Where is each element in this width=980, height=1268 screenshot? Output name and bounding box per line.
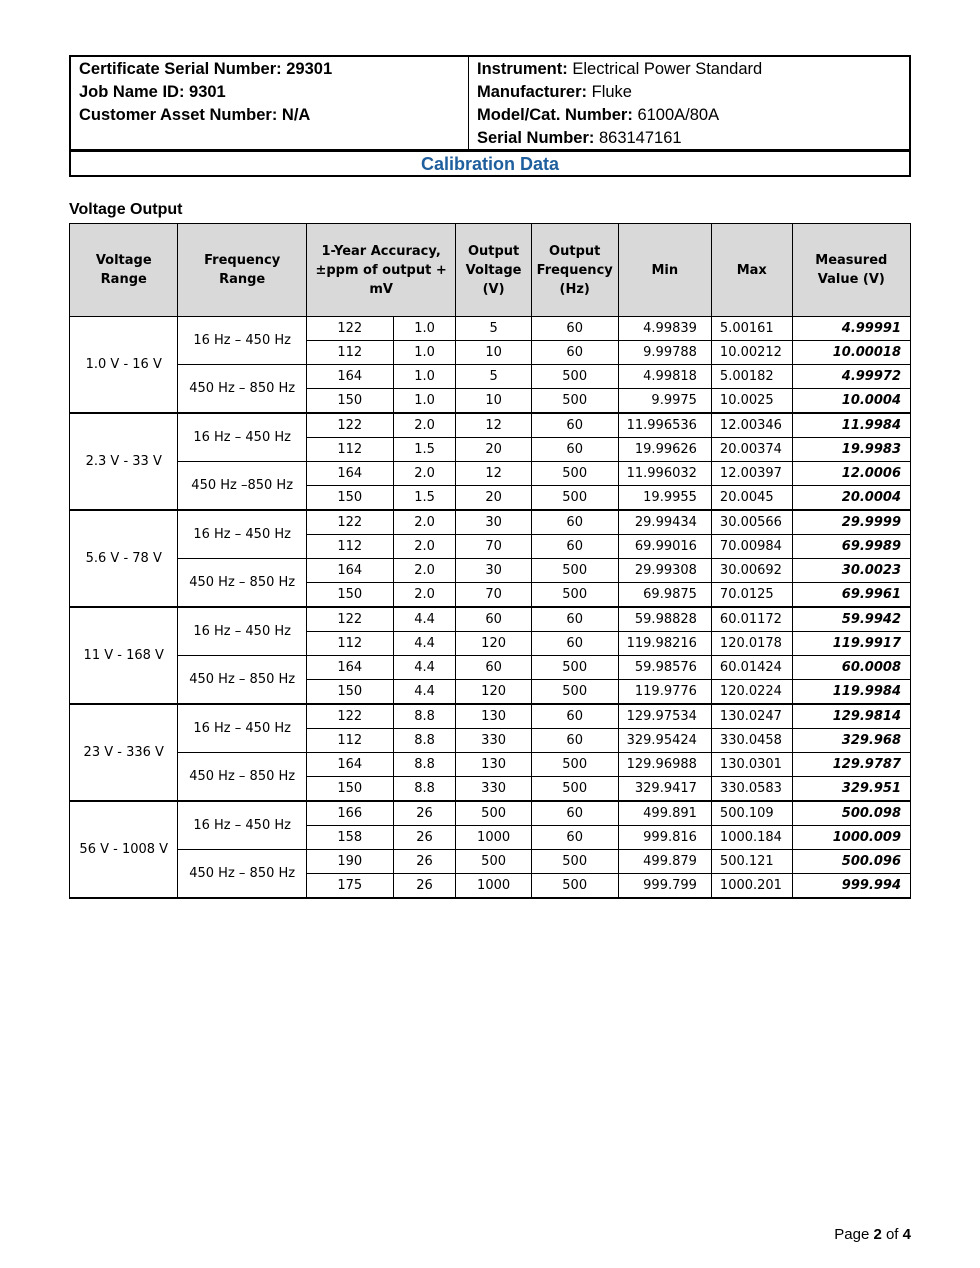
max-value-cell: 10.0025 xyxy=(711,389,792,414)
page-footer xyxy=(834,1226,911,1243)
page-mid: of xyxy=(881,1226,903,1243)
frequency-range-cell: 16 Hz – 450 Hz xyxy=(178,801,306,850)
max-value-cell: 500.121 xyxy=(711,850,792,874)
output-voltage-cell: 330 xyxy=(456,729,531,753)
output-voltage-cell: 500 xyxy=(456,850,531,874)
accuracy-mv-cell: 2.0 xyxy=(393,510,456,535)
measured-value-cell: 29.9999 xyxy=(792,510,910,535)
job-name: Job Name ID: 9301 xyxy=(79,83,226,101)
output-frequency-cell: 60 xyxy=(531,729,618,753)
output-voltage-cell: 20 xyxy=(456,438,531,462)
output-voltage-cell: 130 xyxy=(456,753,531,777)
voltage-output-title: Voltage Output xyxy=(69,201,183,218)
output-voltage-cell: 5 xyxy=(456,365,531,389)
output-voltage-cell: 70 xyxy=(456,583,531,608)
measured-value-cell: 329.951 xyxy=(792,777,910,802)
accuracy-ppm-cell: 150 xyxy=(306,777,393,802)
output-frequency-cell: 60 xyxy=(531,413,618,438)
serial-value: 863147161 xyxy=(598,129,682,147)
frequency-range-cell: 16 Hz – 450 Hz xyxy=(178,510,306,559)
frequency-range-cell: 16 Hz – 450 Hz xyxy=(178,704,306,753)
output-voltage-cell: 70 xyxy=(456,535,531,559)
accuracy-ppm-cell: 112 xyxy=(306,729,393,753)
accuracy-mv-cell: 2.0 xyxy=(393,535,456,559)
min-value-cell: 999.799 xyxy=(618,874,711,899)
accuracy-ppm-cell: 150 xyxy=(306,486,393,511)
output-frequency-cell: 60 xyxy=(531,438,618,462)
accuracy-ppm-cell: 175 xyxy=(306,874,393,899)
output-voltage-cell: 500 xyxy=(456,801,531,826)
min-value-cell: 4.99818 xyxy=(618,365,711,389)
accuracy-mv-cell: 1.5 xyxy=(393,438,456,462)
accuracy-ppm-cell: 112 xyxy=(306,632,393,656)
frequency-range-cell: 16 Hz – 450 Hz xyxy=(178,607,306,656)
min-value-cell: 4.99839 xyxy=(618,317,711,341)
accuracy-mv-cell: 4.4 xyxy=(393,632,456,656)
serial-line xyxy=(477,127,901,150)
accuracy-mv-cell: 4.4 xyxy=(393,680,456,705)
col-max: Max xyxy=(711,224,792,317)
measured-value-cell: 30.0023 xyxy=(792,559,910,583)
table-row xyxy=(70,753,911,777)
max-value-cell: 330.0583 xyxy=(711,777,792,802)
customer-asset: Customer Asset Number: N/A xyxy=(79,106,311,124)
col-min: Min xyxy=(618,224,711,317)
output-frequency-cell: 500 xyxy=(531,777,618,802)
min-value-cell: 19.99626 xyxy=(618,438,711,462)
table-row xyxy=(70,462,911,486)
max-value-cell: 10.00212 xyxy=(711,341,792,365)
output-frequency-cell: 500 xyxy=(531,559,618,583)
col-frequency-range: Frequency Range xyxy=(178,224,306,317)
accuracy-ppm-cell: 164 xyxy=(306,462,393,486)
col-output-frequency: Output Frequency (Hz) xyxy=(531,224,618,317)
output-frequency-cell: 60 xyxy=(531,510,618,535)
output-frequency-cell: 500 xyxy=(531,486,618,511)
min-value-cell: 329.9417 xyxy=(618,777,711,802)
accuracy-mv-cell: 26 xyxy=(393,826,456,850)
max-value-cell: 20.00374 xyxy=(711,438,792,462)
frequency-range-cell: 450 Hz – 850 Hz xyxy=(178,850,306,899)
accuracy-mv-cell: 1.0 xyxy=(393,365,456,389)
measured-value-cell: 10.00018 xyxy=(792,341,910,365)
output-frequency-cell: 500 xyxy=(531,850,618,874)
measured-value-cell: 60.0008 xyxy=(792,656,910,680)
frequency-range-cell: 450 Hz – 850 Hz xyxy=(178,559,306,608)
table-header-row xyxy=(70,224,911,317)
measured-value-cell: 119.9984 xyxy=(792,680,910,705)
output-voltage-cell: 12 xyxy=(456,462,531,486)
min-value-cell: 129.97534 xyxy=(618,704,711,729)
accuracy-mv-cell: 1.5 xyxy=(393,486,456,511)
output-voltage-cell: 30 xyxy=(456,510,531,535)
accuracy-ppm-cell: 150 xyxy=(306,389,393,414)
measured-value-cell: 12.0006 xyxy=(792,462,910,486)
measured-value-cell: 4.99972 xyxy=(792,365,910,389)
table-row xyxy=(70,413,911,438)
output-voltage-cell: 12 xyxy=(456,413,531,438)
instrument-label: Instrument: xyxy=(477,60,568,78)
accuracy-ppm-cell: 164 xyxy=(306,753,393,777)
output-frequency-cell: 500 xyxy=(531,753,618,777)
certificate-serial: Certificate Serial Number: 29301 xyxy=(79,60,333,78)
manufacturer-line xyxy=(477,81,901,104)
max-value-cell: 120.0224 xyxy=(711,680,792,705)
voltage-range-cell: 11 V - 168 V xyxy=(70,607,178,704)
output-voltage-cell: 120 xyxy=(456,632,531,656)
min-value-cell: 59.98576 xyxy=(618,656,711,680)
accuracy-ppm-cell: 166 xyxy=(306,801,393,826)
accuracy-mv-cell: 26 xyxy=(393,874,456,899)
measured-value-cell: 69.9961 xyxy=(792,583,910,608)
accuracy-mv-cell: 2.0 xyxy=(393,583,456,608)
min-value-cell: 119.98216 xyxy=(618,632,711,656)
accuracy-ppm-cell: 122 xyxy=(306,510,393,535)
measured-value-cell: 20.0004 xyxy=(792,486,910,511)
output-voltage-cell: 5 xyxy=(456,317,531,341)
max-value-cell: 5.00161 xyxy=(711,317,792,341)
min-value-cell: 329.95424 xyxy=(618,729,711,753)
table-row xyxy=(70,365,911,389)
output-voltage-cell: 1000 xyxy=(456,826,531,850)
model-label: Model/Cat. Number: xyxy=(477,106,633,124)
output-voltage-cell: 10 xyxy=(456,389,531,414)
max-value-cell: 130.0247 xyxy=(711,704,792,729)
table-row xyxy=(70,704,911,729)
accuracy-ppm-cell: 164 xyxy=(306,656,393,680)
instrument-line xyxy=(477,58,901,81)
output-voltage-cell: 60 xyxy=(456,607,531,632)
header-right xyxy=(469,57,909,149)
min-value-cell: 69.9875 xyxy=(618,583,711,608)
output-voltage-cell: 120 xyxy=(456,680,531,705)
max-value-cell: 1000.184 xyxy=(711,826,792,850)
max-value-cell: 30.00692 xyxy=(711,559,792,583)
accuracy-ppm-cell: 150 xyxy=(306,680,393,705)
output-frequency-cell: 500 xyxy=(531,680,618,705)
max-value-cell: 30.00566 xyxy=(711,510,792,535)
measured-value-cell: 329.968 xyxy=(792,729,910,753)
page-total: 4 xyxy=(902,1226,911,1243)
measured-value-cell: 129.9814 xyxy=(792,704,910,729)
voltage-range-cell: 23 V - 336 V xyxy=(70,704,178,801)
measured-value-cell: 999.994 xyxy=(792,874,910,899)
max-value-cell: 5.00182 xyxy=(711,365,792,389)
measured-value-cell: 1000.009 xyxy=(792,826,910,850)
accuracy-ppm-cell: 122 xyxy=(306,607,393,632)
output-frequency-cell: 60 xyxy=(531,607,618,632)
output-voltage-cell: 10 xyxy=(456,341,531,365)
output-voltage-cell: 330 xyxy=(456,777,531,802)
output-frequency-cell: 500 xyxy=(531,365,618,389)
min-value-cell: 129.96988 xyxy=(618,753,711,777)
voltage-range-cell: 56 V - 1008 V xyxy=(70,801,178,898)
instrument-value: Electrical Power Standard xyxy=(572,60,763,78)
output-voltage-cell: 30 xyxy=(456,559,531,583)
accuracy-ppm-cell: 164 xyxy=(306,365,393,389)
measured-value-cell: 500.096 xyxy=(792,850,910,874)
frequency-range-cell: 450 Hz –850 Hz xyxy=(178,462,306,511)
col-voltage-range: Voltage Range xyxy=(70,224,178,317)
max-value-cell: 130.0301 xyxy=(711,753,792,777)
accuracy-ppm-cell: 150 xyxy=(306,583,393,608)
min-value-cell: 499.879 xyxy=(618,850,711,874)
col-output-voltage: Output Voltage (V) xyxy=(456,224,531,317)
frequency-range-cell: 450 Hz – 850 Hz xyxy=(178,365,306,414)
page-number: 2 xyxy=(873,1226,882,1243)
accuracy-ppm-cell: 164 xyxy=(306,559,393,583)
max-value-cell: 12.00346 xyxy=(711,413,792,438)
header-left xyxy=(71,57,469,149)
accuracy-ppm-cell: 158 xyxy=(306,826,393,850)
frequency-range-cell: 450 Hz – 850 Hz xyxy=(178,656,306,705)
table-row xyxy=(70,850,911,874)
accuracy-mv-cell: 1.0 xyxy=(393,389,456,414)
table-row xyxy=(70,510,911,535)
serial-label: Serial Number: xyxy=(477,129,595,147)
manufacturer-label: Manufacturer: xyxy=(477,83,588,101)
accuracy-mv-cell: 2.0 xyxy=(393,462,456,486)
accuracy-ppm-cell: 122 xyxy=(306,317,393,341)
max-value-cell: 60.01424 xyxy=(711,656,792,680)
table-body xyxy=(70,317,911,899)
min-value-cell: 11.996032 xyxy=(618,462,711,486)
min-value-cell: 499.891 xyxy=(618,801,711,826)
voltage-range-cell: 2.3 V - 33 V xyxy=(70,413,178,510)
frequency-range-cell: 16 Hz – 450 Hz xyxy=(178,413,306,462)
output-frequency-cell: 500 xyxy=(531,874,618,899)
output-frequency-cell: 60 xyxy=(531,535,618,559)
accuracy-ppm-cell: 112 xyxy=(306,535,393,559)
accuracy-mv-cell: 26 xyxy=(393,801,456,826)
accuracy-ppm-cell: 112 xyxy=(306,438,393,462)
measured-value-cell: 19.9983 xyxy=(792,438,910,462)
min-value-cell: 11.996536 xyxy=(618,413,711,438)
output-frequency-cell: 500 xyxy=(531,583,618,608)
output-frequency-cell: 500 xyxy=(531,462,618,486)
min-value-cell: 119.9776 xyxy=(618,680,711,705)
accuracy-mv-cell: 2.0 xyxy=(393,413,456,438)
table-row xyxy=(70,656,911,680)
page-prefix: Page xyxy=(834,1226,874,1243)
max-value-cell: 70.0125 xyxy=(711,583,792,608)
output-frequency-cell: 60 xyxy=(531,632,618,656)
accuracy-mv-cell: 8.8 xyxy=(393,753,456,777)
min-value-cell: 29.99434 xyxy=(618,510,711,535)
frequency-range-cell: 16 Hz – 450 Hz xyxy=(178,317,306,365)
output-frequency-cell: 60 xyxy=(531,704,618,729)
accuracy-mv-cell: 26 xyxy=(393,850,456,874)
max-value-cell: 330.0458 xyxy=(711,729,792,753)
model-line xyxy=(477,104,901,127)
accuracy-mv-cell: 8.8 xyxy=(393,729,456,753)
accuracy-ppm-cell: 122 xyxy=(306,413,393,438)
table-row xyxy=(70,559,911,583)
table-row xyxy=(70,607,911,632)
measured-value-cell: 119.9917 xyxy=(792,632,910,656)
max-value-cell: 1000.201 xyxy=(711,874,792,899)
accuracy-ppm-cell: 122 xyxy=(306,704,393,729)
measured-value-cell: 4.99991 xyxy=(792,317,910,341)
table-row xyxy=(70,801,911,826)
output-frequency-cell: 60 xyxy=(531,826,618,850)
min-value-cell: 9.9975 xyxy=(618,389,711,414)
output-frequency-cell: 60 xyxy=(531,317,618,341)
measured-value-cell: 59.9942 xyxy=(792,607,910,632)
header-info-row xyxy=(71,57,909,151)
output-frequency-cell: 60 xyxy=(531,341,618,365)
certificate-header xyxy=(69,55,911,177)
output-voltage-cell: 130 xyxy=(456,704,531,729)
output-voltage-cell: 60 xyxy=(456,656,531,680)
voltage-range-cell: 1.0 V - 16 V xyxy=(70,317,178,414)
measured-value-cell: 10.0004 xyxy=(792,389,910,414)
output-voltage-cell: 20 xyxy=(456,486,531,511)
calibration-data-title: Calibration Data xyxy=(420,154,560,174)
model-value: 6100A/80A xyxy=(637,106,720,124)
table-row xyxy=(70,317,911,341)
measured-value-cell: 129.9787 xyxy=(792,753,910,777)
accuracy-mv-cell: 8.8 xyxy=(393,704,456,729)
output-frequency-cell: 500 xyxy=(531,389,618,414)
accuracy-mv-cell: 1.0 xyxy=(393,317,456,341)
measured-value-cell: 500.098 xyxy=(792,801,910,826)
frequency-range-cell: 450 Hz – 850 Hz xyxy=(178,753,306,802)
measured-value-cell: 11.9984 xyxy=(792,413,910,438)
max-value-cell: 120.0178 xyxy=(711,632,792,656)
max-value-cell: 12.00397 xyxy=(711,462,792,486)
min-value-cell: 999.816 xyxy=(618,826,711,850)
max-value-cell: 60.01172 xyxy=(711,607,792,632)
max-value-cell: 500.109 xyxy=(711,801,792,826)
accuracy-mv-cell: 1.0 xyxy=(393,341,456,365)
min-value-cell: 29.99308 xyxy=(618,559,711,583)
max-value-cell: 20.0045 xyxy=(711,486,792,511)
accuracy-mv-cell: 2.0 xyxy=(393,559,456,583)
min-value-cell: 9.99788 xyxy=(618,341,711,365)
accuracy-mv-cell: 4.4 xyxy=(393,656,456,680)
col-measured-value: Measured Value (V) xyxy=(792,224,910,317)
calibration-table xyxy=(69,223,911,899)
max-value-cell: 70.00984 xyxy=(711,535,792,559)
min-value-cell: 19.9955 xyxy=(618,486,711,511)
min-value-cell: 69.99016 xyxy=(618,535,711,559)
min-value-cell: 59.98828 xyxy=(618,607,711,632)
accuracy-mv-cell: 4.4 xyxy=(393,607,456,632)
manufacturer-value: Fluke xyxy=(591,83,632,101)
output-frequency-cell: 60 xyxy=(531,801,618,826)
accuracy-ppm-cell: 112 xyxy=(306,341,393,365)
output-voltage-cell: 1000 xyxy=(456,874,531,899)
output-frequency-cell: 500 xyxy=(531,656,618,680)
accuracy-ppm-cell: 190 xyxy=(306,850,393,874)
voltage-range-cell: 5.6 V - 78 V xyxy=(70,510,178,607)
accuracy-mv-cell: 8.8 xyxy=(393,777,456,802)
col-accuracy: 1-Year Accuracy, ±ppm of output + mV xyxy=(306,224,456,317)
measured-value-cell: 69.9989 xyxy=(792,535,910,559)
